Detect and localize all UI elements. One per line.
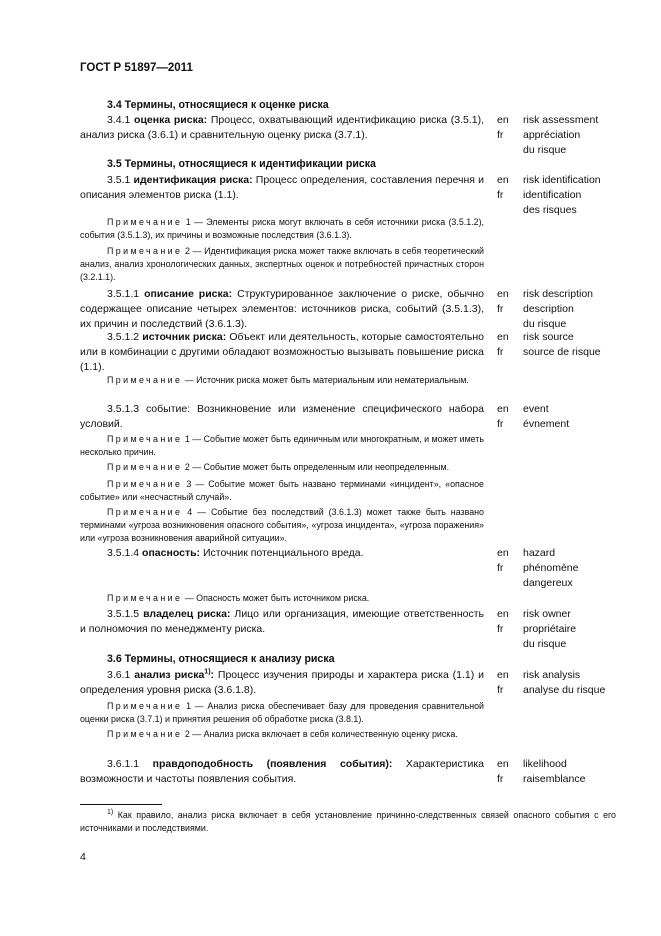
equivalent-terms: risk description description du risque (523, 288, 594, 330)
section-heading-3-6: 3.6 Термины, относящиеся к анализу риска (107, 653, 335, 665)
lang-codes: en fr (497, 403, 509, 430)
note: Примечание 2 — Событие может быть определенным или неопределенным. (107, 462, 450, 472)
note: Примечание 2 — Анализ риска включает в себя количественную оценку риска. (107, 729, 458, 739)
note: Примечание — Источник риска может быть материальным или нематериальным. (107, 375, 469, 385)
equivalent-terms: hazard phénomène dangereux (523, 547, 579, 589)
term-3-5-1: 3.5.1 идентификация риска: Процесс определения, составления перечня и описания элементов риска (1.1). (80, 174, 484, 201)
term-3-6-1-1: 3.6.1.1 правдоподобность (появления события): Характеристика возможности и частоты появления события. (80, 758, 484, 785)
lang-codes: en fr (497, 331, 509, 358)
note: Примечание 3 — Событие может быть названо терминами «инцидент», «опасное событие» или «несчастный случай». (80, 479, 484, 502)
equivalent-terms: risk assessment appréciation du risque (523, 114, 599, 156)
term-3-5-1-1: 3.5.1.1 описание риска: Структурированное заключение о риске, обычно содержащее описание четырех элементов: источников риска, событий (3.5.1.3), их причин и последствий (3.6.1.3). (80, 288, 484, 330)
footnote-separator (80, 804, 162, 805)
term-3-6-1: 3.6.1 анализ риска$^{1)}$: Процесс изучения природы и характера риска (1.1) и определения уровня риска (3.6.1.8). (80, 668, 485, 696)
section-heading-3-4: 3.4 Термины, относящиеся к оценке риска (107, 99, 329, 111)
equivalent-terms: risk owner propriétaire du risque (523, 608, 577, 650)
note: Примечание 1 — Анализ риска обеспечивает базу для проведения сравнительной оценки риска (3.7.1) и принятия решения об обработке риска (3.8.1). (80, 701, 484, 724)
term-3-4-1: 3.4.1 оценка риска: Процесс, охватывающий идентификацию риска (3.5.1), анализ риска (3.6.1) и сравнительную оценку риска (3.7.1). (80, 114, 484, 141)
lang-codes: en fr (497, 758, 509, 785)
term-3-5-1-3: 3.5.1.3 событие: Возникновение или изменение специфического набора условий. (80, 403, 484, 430)
term-3-5-1-5: 3.5.1.5 владелец риска: Лицо или организация, имеющие ответственность и полномочия по менеджменту риска. (80, 608, 484, 635)
note: Примечание — Опасность может быть источником риска. (107, 593, 370, 603)
footnote: $^{1)}$ Как правило, анализ риска включает в себя установление причинно-следственных связей опасного события с его источниками и последствиями. (80, 809, 616, 833)
equivalent-terms: risk identification identification des risques (523, 174, 601, 216)
lang-codes: en fr (497, 114, 509, 141)
lang-codes: en fr (497, 174, 509, 201)
term-3-5-1-2: 3.5.1.2 источник риска: Объект или деятельность, которые самостоятельно или в комбинации с другими обладают возможностью вызывать повышение риска (1.1). (80, 331, 485, 373)
lang-codes: en fr (497, 669, 509, 696)
section-heading-3-5: 3.5 Термины, относящиеся к идентификации риска (107, 158, 376, 170)
note: Примечание 1 — Событие может быть единичным или многократным, и может иметь несколько причин. (80, 434, 484, 457)
lang-codes: en fr (497, 608, 509, 635)
term-3-5-1-4: 3.5.1.4 опасность: Источник потенциального вреда. (107, 547, 364, 559)
equivalent-terms: risk analysis analyse du risque (523, 669, 606, 696)
lang-codes: en fr (497, 547, 509, 574)
equivalent-terms: event évnement (523, 403, 570, 430)
page-number: 4 (80, 851, 86, 863)
document-header: ГОСТ Р 51897—2011 (80, 62, 193, 74)
lang-codes: en fr (497, 288, 509, 315)
equivalent-terms: likelihood raisemblance (523, 758, 586, 785)
note: Примечание 1 — Элементы риска могут включать в себя источники риска (3.5.1.2), события (3.5.1.3), их причины и возможные последствия (3.6.1.3). (80, 217, 484, 240)
note: Примечание 4 — Событие без последствий (3.6.1.3) может также быть названо терминами «угроза возникновения опасного события», «угроза инцидента», «угроза поражения» или «угроза возникновения аварийной ситуации». (80, 507, 484, 543)
equivalent-terms: risk source source de risque (523, 331, 601, 358)
note: Примечание 2 — Идентификация риска может также включать в себя теоретический анализ, анализ хронологических данных, экспертных оценок и потребностей причастных сторон (3.2.1.1). (80, 246, 484, 282)
